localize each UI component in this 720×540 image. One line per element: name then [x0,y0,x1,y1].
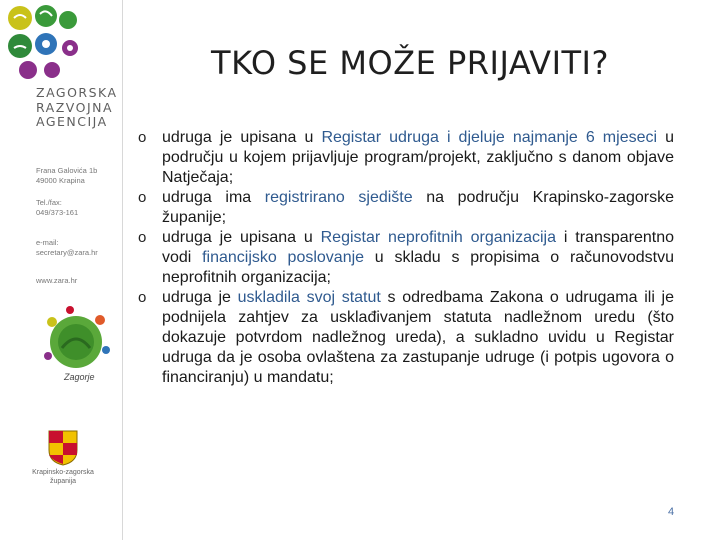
highlighted-text: Registar neprofitnih organizacija [320,229,557,246]
tel-label: Tel./fax: [36,198,62,207]
county-label-line: županija [49,478,77,485]
agency-name [36,86,120,130]
highlighted-text: Registar udruga i djeluje najmanje 6 mjeseci [321,129,658,146]
bullet-marker: o [138,289,147,306]
bullet-marker: o [138,229,147,246]
zagorje-label: Zagorje [64,372,95,382]
bullet-text: na području Krapinsko-zagorske županije; [162,189,674,226]
web-link[interactable]: www.zara.hr [36,276,78,285]
tel-value: 049/373-161 [36,208,79,217]
agency-name-line: RAZVOJNA [36,99,114,115]
bullet-text: i transparentno vodi [162,229,675,266]
bullet-text: u skladu s propisima o računovodstvu neprofitnih organizacija; [162,249,675,286]
bullet-marker: o [138,129,147,146]
email-label: e-mail: [36,238,59,247]
bullet-text: udruga ima [162,189,265,206]
coat-of-arms-icon [48,430,78,466]
slide-title: TKO SE MOŽE PRIJAVITI? [211,44,609,82]
contact-email [36,238,120,258]
bullet-text: u području u kojem prijavljuje program/projekt, zaključno s danom objave Natječaja; [162,129,674,186]
highlighted-text: uskladila svoj statut [237,289,381,306]
bullet-item [138,288,674,388]
bullet-item [138,228,674,288]
address-line: Frana Galovića 1b [36,166,98,175]
bullet-item [138,128,674,188]
zara-logo-icon [6,4,78,82]
bullet-item [138,188,674,228]
sidebar [0,0,123,540]
contact-web [36,276,120,286]
contact-phone [36,198,120,218]
highlighted-text: registrirano sjedište [264,189,413,206]
page-number: 4 [668,506,675,518]
email-value[interactable]: secretary@zara.hr [36,248,98,257]
agency-name-line: ZAGORSKA [36,85,118,100]
highlighted-text: financijsko poslovanje [202,249,365,266]
county-label-line: Krapinsko-zagorska [32,469,94,476]
contact-address [36,166,120,186]
county-label [28,468,98,486]
agency-name-line: AGENCIJA [36,114,108,129]
bullet-list [138,128,674,388]
bullet-text: udruga je upisana u [162,129,322,146]
bullet-text: udruga je upisana u [162,229,321,246]
bullet-text: s odredbama Zakona o udrugama ili je podnijela zahtjev za usklađivanjem statuta nadležnom uredu (što dokazuje potvrdom nadležnog ureda), a sukladno uvidu u Registar udruga da je osoba ovlaštena za zastupanje udruge (i potpis ugovora o financiranju) u mandatu; [162,289,675,386]
bullet-marker: o [138,189,147,206]
bullet-text: udruga je [162,289,238,306]
address-line: 49000 Krapina [36,176,85,185]
